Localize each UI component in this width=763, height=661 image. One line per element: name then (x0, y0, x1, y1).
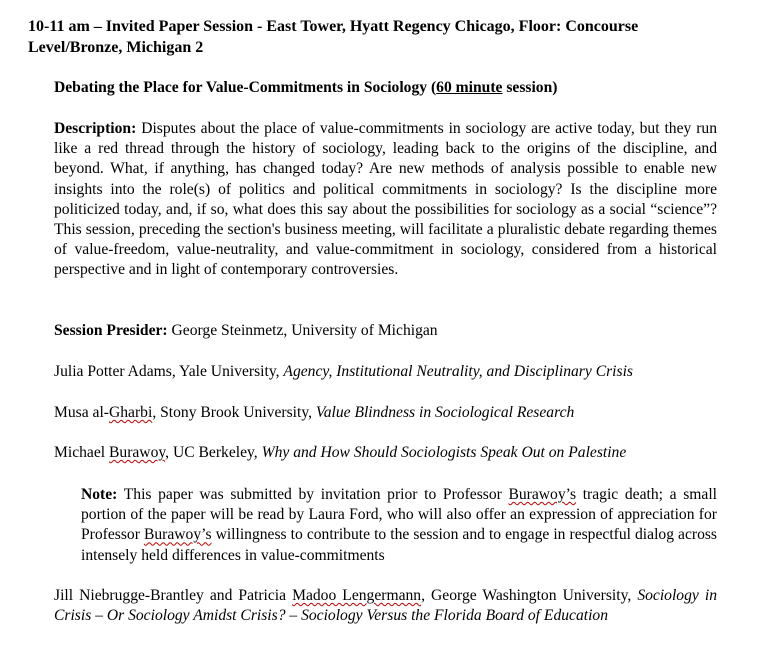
paper-title: Agency, Institutional Neutrality, and Disciplinary Crisis (283, 363, 633, 380)
paper-title: Sociology in Crisis – Or Sociology Amidst Crisis? – Sociology Versus the Florida Board of Education (54, 587, 717, 625)
presider-name: George Steinmetz, University of Michigan (167, 322, 438, 339)
paper-title: Why and How Should Sociologists Speak Out on Palestine (261, 444, 627, 461)
paper-author-name: Gharbi (109, 404, 153, 421)
paper-author: Musa al- (54, 404, 109, 421)
note-name: Burawoy’s (508, 486, 577, 503)
paper-entry (54, 443, 717, 463)
session-heading: 10-11 am – Invited Paper Session - East Tower, Hyatt Regency Chicago, Floor: Concourse Level/Bronze, Michigan 2 (28, 18, 639, 56)
paper-author: Julia Potter Adams, Yale University, (54, 363, 284, 380)
paper-author: Jill Niebrugge-Brantley and Patricia (54, 587, 293, 604)
paper-title: Value Blindness in Sociological Research (315, 404, 575, 421)
paper-affiliation: , UC Berkeley, (165, 444, 262, 461)
session-presider (54, 321, 717, 341)
presider-label: Session Presider: (54, 322, 168, 339)
note-text: willingness to contribute to the session and to engage in respectful dialog across intensely held differences in value-commitments (81, 526, 717, 564)
paper-entry (54, 403, 717, 423)
note-text: tragic death; a small portion of the paper will be read by Laura Ford, who will also offer an expression of appreciation for Professor (81, 486, 717, 544)
paper-affiliation: , George Washington University, (421, 587, 638, 604)
paper-entry (54, 586, 717, 626)
note-text: This paper was submitted by invitation prior to Professor (117, 486, 509, 503)
paper-entry (54, 362, 717, 382)
session-title-text: Debating the Place for Value-Commitments in Sociology ( (54, 79, 437, 96)
note-name: Burawoy’s (143, 526, 212, 544)
session-title (54, 78, 717, 98)
paper-author-name: Madoo Lengermann (292, 587, 422, 604)
session-title-end: session) (502, 79, 558, 96)
paper-note (81, 485, 717, 566)
note-label: Note: (81, 486, 118, 503)
paper-author-name: Burawoy (109, 444, 166, 461)
description-paragraph (54, 119, 717, 281)
paper-affiliation: , Stony Brook University, (152, 404, 316, 421)
description-label: Description: (54, 120, 137, 137)
paper-author: Michael (54, 444, 109, 461)
session-duration: 60 minute (436, 79, 503, 96)
description-text: Disputes about the place of value-commitments in sociology are active today, but they run like a red thread through the history of sociology, leading back to the origins of the discipline, and beyond. What, if anything, has changed today? Are new methods of analysis possible to enable new insights into the role(s) of politics and political commitments in sociology? Is the discipline more politicized today, and, if so, what does this say about the possibilities for sociology as a social “science”? This session, preceding the section's business meeting, will facilitate a pluralistic debate regarding themes of value-freedom, value-neutrality, and value-commitment in sociology, considered from a historical perspective and in light of contemporary controversies. (54, 120, 717, 279)
